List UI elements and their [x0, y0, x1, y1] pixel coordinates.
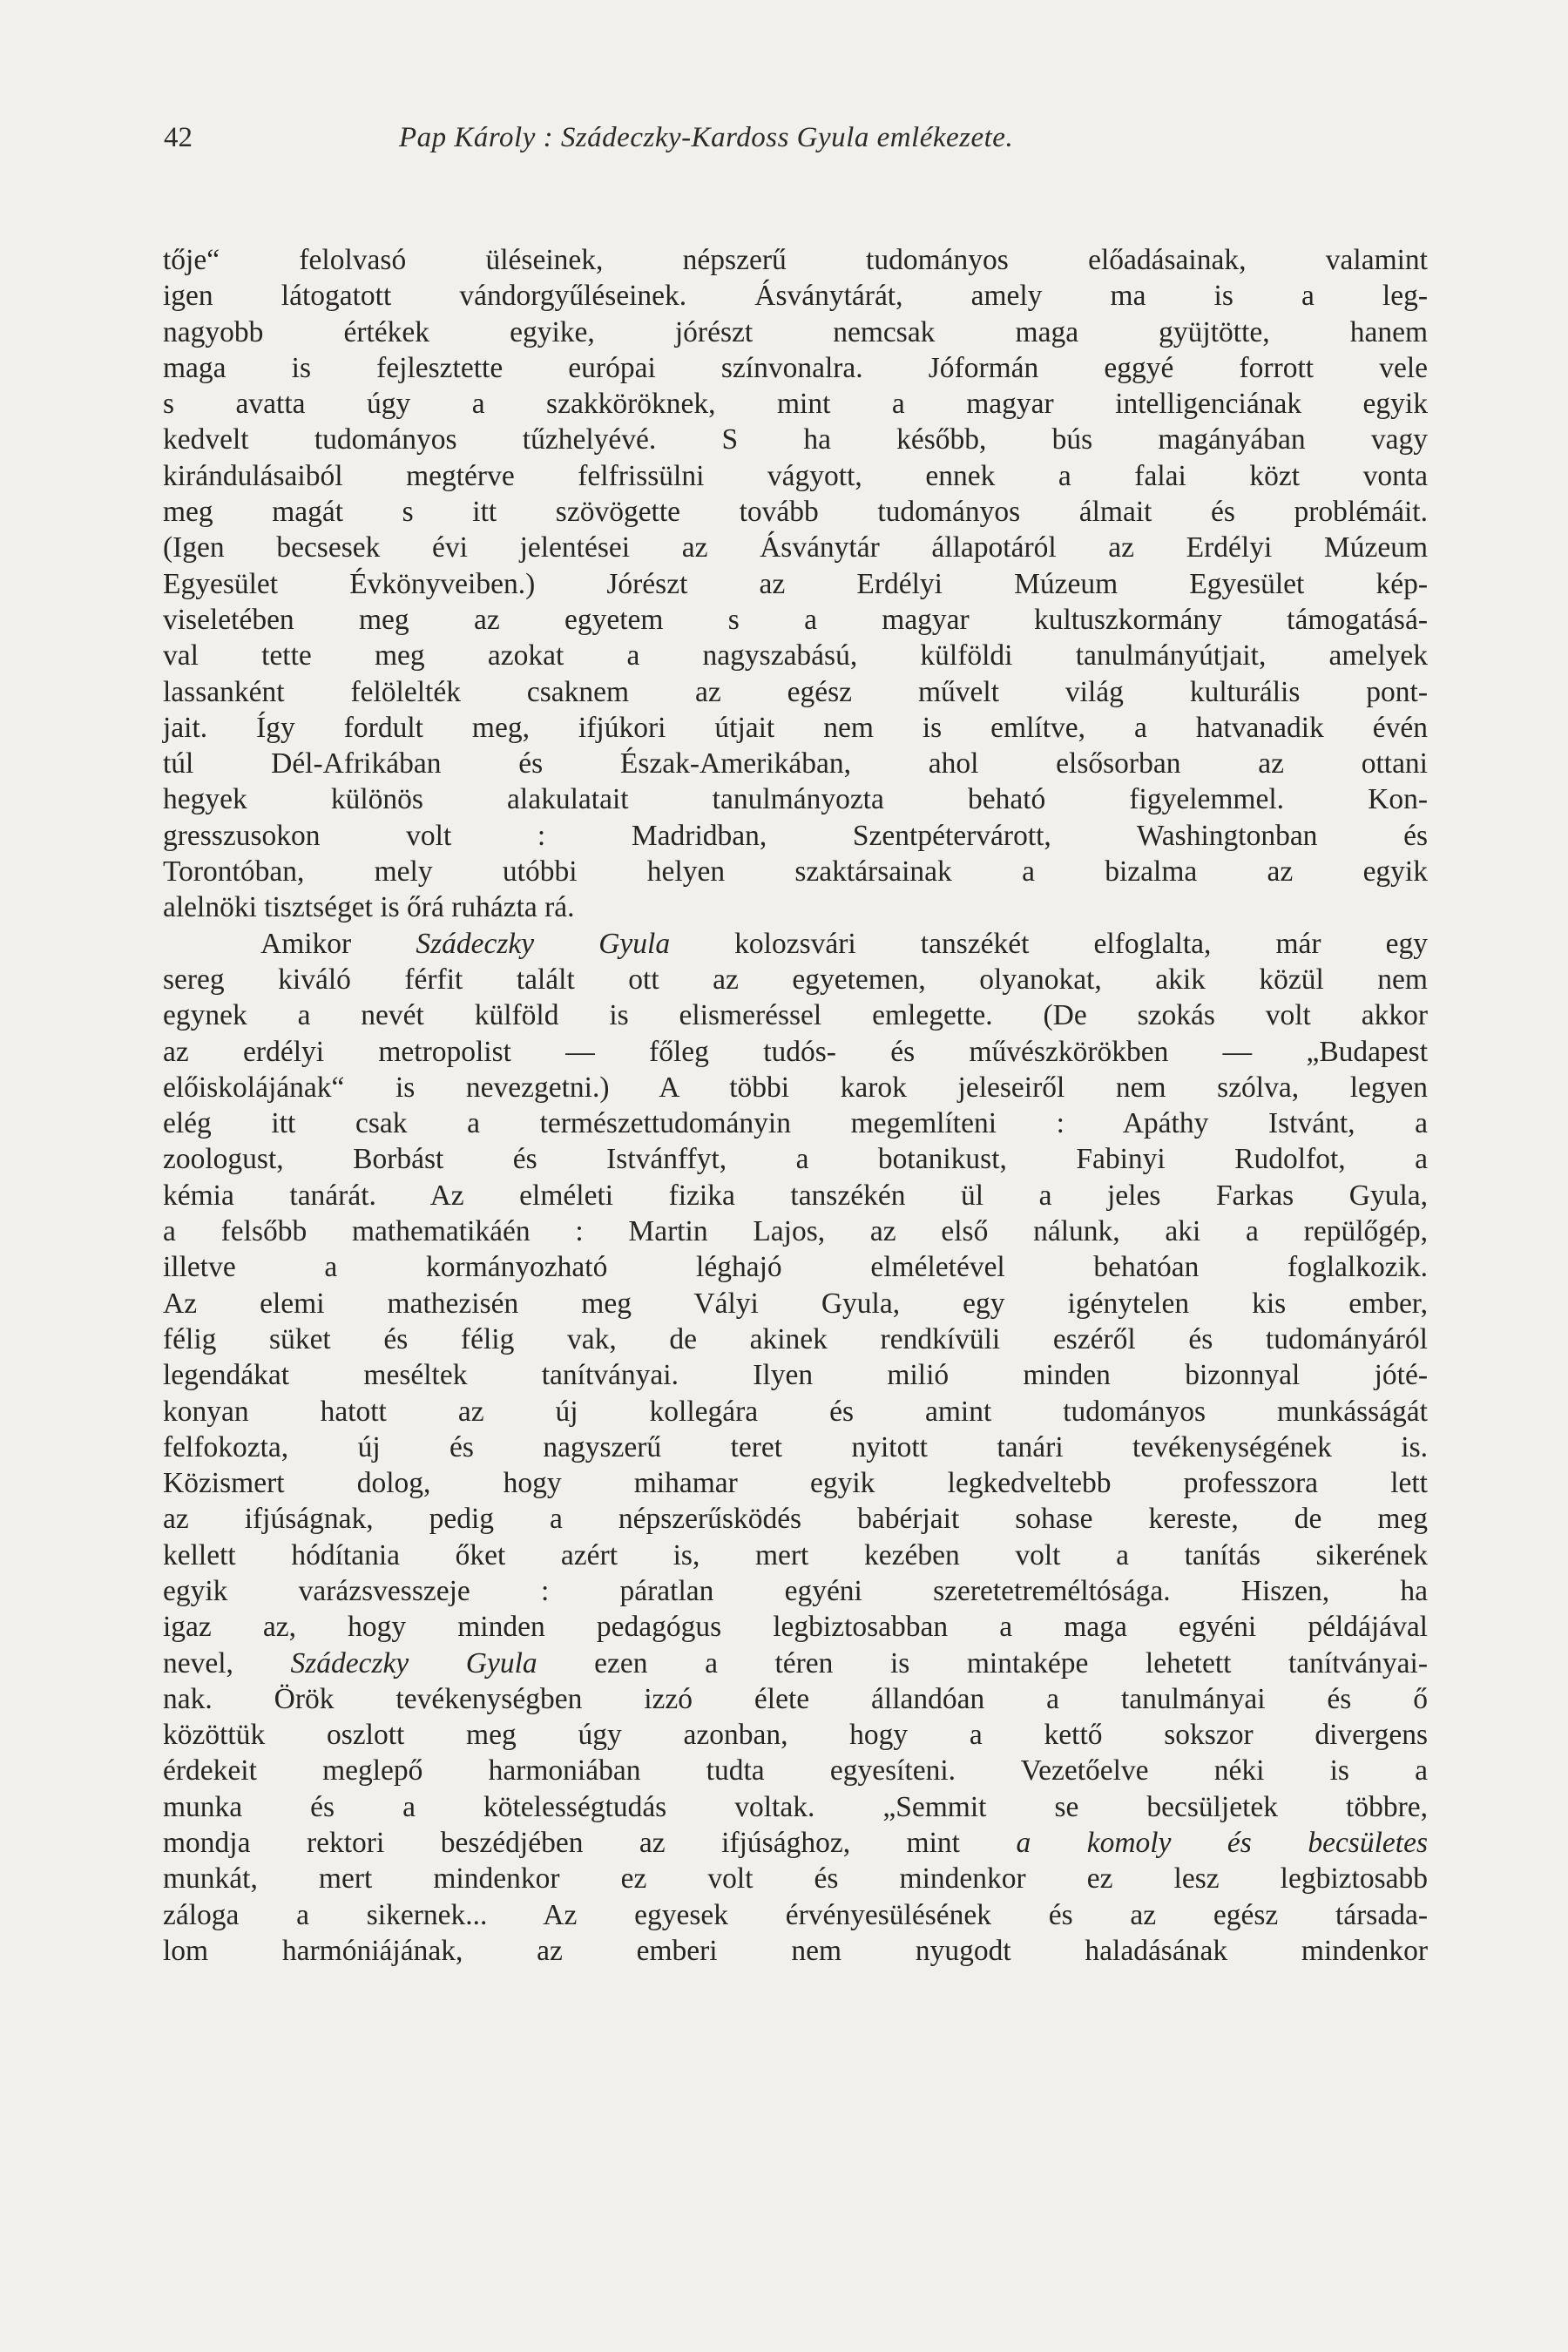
italic-text: Szádeczky Gyula [290, 1646, 537, 1680]
text-segment: s avatta úgy a szakköröknek, mint a magyar intelligenciának egyik [163, 388, 1428, 421]
text-line [163, 494, 1428, 530]
text-line [163, 1573, 1428, 1609]
text-segment: munka és a kötelességtudás voltak. „Semmit se becsüljetek többre, [163, 1790, 1428, 1823]
text-line [163, 602, 1428, 638]
italic-text: a komoly és becsületes [1016, 1827, 1428, 1860]
text-line [163, 1609, 1428, 1645]
text-line [163, 530, 1428, 565]
text-line [163, 1861, 1428, 1896]
text-line [163, 854, 1428, 889]
text-segment: viseletében meg az egyetem s a magyar kultuszkormány támogatásá- [163, 603, 1428, 636]
text-segment: Egyesület Évkönyveiben.) Jórészt az Erdélyi Múzeum Egyesület kép- [163, 567, 1428, 600]
italic-text: Szádeczky Gyula [416, 927, 671, 960]
text-segment: az erdélyi metropolist — főleg tudós- és művészkörökben — „Budapest [163, 1035, 1428, 1068]
text-segment: kellett hódítania őket azért is, mert kezében volt a tanítás sikerének [163, 1538, 1428, 1571]
text-segment: lom harmóniájának, az emberi nem nyugodt haladásának mindenkor [163, 1934, 1428, 1967]
text-segment: zoologust, Borbást és Istvánffyt, a botanikust, Fabinyi Rudolfot, a [163, 1143, 1428, 1176]
text-line [163, 926, 1428, 962]
text-line [163, 1538, 1428, 1573]
text-line [163, 638, 1428, 673]
text-segment: konyan hatott az új kollegára és amint tudományos munkásságát [163, 1395, 1428, 1428]
text-segment: kedvelt tudományos tűzhelyévé. S ha később, bús magányában vagy [163, 423, 1428, 456]
text-segment: tője“ felolvasó üléseinek, népszerű tudományos előadásainak, valamint [163, 244, 1428, 276]
text-segment: Torontóban, mely utóbbi helyen szaktársainak a bizalma az egyik [163, 855, 1428, 889]
text-segment: kirándulásaiból megtérve felfrissülni vágyott, ennek a falai közt vonta [163, 459, 1428, 492]
text-line [163, 710, 1428, 746]
text-line [163, 350, 1428, 386]
text-segment: kémia tanárát. Az elméleti fizika tanszékén ül a jeles Farkas Gyula, [163, 1179, 1428, 1212]
text-segment: a felsőbb mathematikáén : Martin Lajos, az első nálunk, aki a repülőgép, [163, 1215, 1428, 1248]
text-segment: hegyek különös alakulatait tanulmányozta beható figyelemmel. Kon- [163, 783, 1428, 816]
text-segment: meg magát s itt szövögette tovább tudományos álmait és problémáit. [163, 496, 1428, 529]
text-line [163, 1789, 1428, 1825]
text-segment: túl Dél-Afrikában és Észak-Amerikában, ahol elsősorban az ottani [163, 747, 1428, 781]
text-segment: jait. Így fordult meg, ifjúkori útjait nem is említve, a hatvanadik évén [163, 711, 1428, 744]
text-segment: közöttük oszlott meg úgy azonban, hogy a kettő sokszor divergens [163, 1719, 1428, 1752]
text-line [163, 962, 1428, 997]
text-line [163, 1429, 1428, 1465]
text-line [163, 1753, 1428, 1788]
text-segment: nak. Örök tevékenységben izzó élete állandóan a tanulmányai és ő [163, 1682, 1428, 1715]
text-line [163, 458, 1428, 494]
text-segment: val tette meg azokat a nagyszabású, külföldi tanulmányútjait, amelyek [163, 639, 1428, 672]
text-line [163, 1034, 1428, 1070]
text-segment: gresszusokon volt : Madridban, Szentpétervárott, Washingtonban és [163, 819, 1428, 852]
text-segment: legendákat meséltek tanítványai. Ilyen milió minden bizonnyal jóté- [163, 1359, 1428, 1392]
text-line [163, 1178, 1428, 1213]
text-segment: maga is fejlesztette európai színvonalra. Jóformán eggyé forrott vele [163, 351, 1428, 384]
text-segment: illetve a kormányozható léghajó elméletével behatóan foglalkozik. [163, 1251, 1428, 1284]
text-segment: egyik varázsvesszeje : páratlan egyéni szeretetreméltósága. Hiszen, ha [163, 1574, 1428, 1607]
text-line [163, 1321, 1428, 1357]
text-segment: záloga a sikernek... Az egyesek érvényesülésének és az egész társada- [163, 1898, 1428, 1931]
text-segment: Az elemi mathezisén meg Vályi Gyula, egy igénytelen kis ember, [163, 1287, 1428, 1320]
text-segment: Amikor [260, 927, 416, 960]
text-segment: (Igen becsesek évi jelentései az Ásványtár állapotáról az Erdélyi Múzeum [163, 531, 1428, 564]
body-text [163, 242, 1428, 1969]
text-segment: mondja rektori beszédjében az ifjúsághoz, mint [163, 1827, 1017, 1860]
text-segment: igen látogatott vándorgyűléseinek. Ásványtárát, amely ma is a leg- [163, 280, 1428, 313]
text-line [163, 1897, 1428, 1933]
text-segment: elég itt csak a természettudományin megemlíteni : Apáthy Istvánt, a [163, 1107, 1428, 1140]
text-segment: sereg kiváló férfit talált ott az egyetemen, olyanokat, akik közül nem [163, 963, 1428, 996]
text-segment: lassanként felölelték csaknem az egész művelt világ kulturális pont- [163, 675, 1428, 708]
text-line [163, 997, 1428, 1033]
text-segment: félig süket és félig vak, de akinek rendkívüli eszéről és tudományáról [163, 1322, 1428, 1355]
text-segment: alelnöki tisztséget is őrá ruházta rá. [163, 891, 575, 924]
text-segment: kolozsvári tanszékét elfoglalta, már egy [670, 927, 1429, 960]
text-segment: ezen a téren is mintaképe lehetett tanítványai- [537, 1646, 1428, 1680]
running-header [164, 122, 1409, 164]
text-line [163, 242, 1428, 278]
text-line [163, 1070, 1428, 1105]
text-line [163, 746, 1428, 781]
text-line [163, 1681, 1428, 1717]
text-line [163, 314, 1428, 350]
text-line [163, 386, 1428, 422]
text-line [163, 1501, 1428, 1537]
text-segment: felfokozta, új és nagyszerű teret nyitott tanári tevékenységének is. [163, 1430, 1428, 1463]
text-line [163, 1357, 1428, 1393]
text-line [163, 1141, 1428, 1177]
text-line [163, 1825, 1428, 1861]
text-segment: érdekeit meglepő harmoniában tudta egyesíteni. Vezetőelve néki is a [163, 1754, 1428, 1788]
text-line [163, 1394, 1428, 1429]
text-line [163, 1465, 1428, 1501]
text-segment: az ifjúságnak, pedig a népszerűsködés babérjait sohase kereste, de meg [163, 1503, 1428, 1536]
text-line [163, 674, 1428, 710]
text-segment: igaz az, hogy minden pedagógus legbiztosabban a maga egyéni példájával [163, 1611, 1428, 1644]
text-segment: Közismert dolog, hogy mihamar egyik legkedveltebb professzora lett [163, 1467, 1428, 1500]
text-line [163, 1933, 1428, 1969]
text-line [163, 1646, 1428, 1681]
text-line [163, 1249, 1428, 1285]
text-line [163, 1286, 1428, 1321]
text-segment: előiskolájának“ is nevezgetni.) A többi karok jeleseiről nem szólva, legyen [163, 1071, 1428, 1104]
text-line [163, 781, 1428, 817]
text-segment: nagyobb értékek egyike, jórészt nemcsak maga gyüjtötte, hanem [163, 315, 1428, 348]
text-line [163, 1105, 1428, 1141]
text-line [163, 278, 1428, 314]
text-segment: munkát, mert mindenkor ez volt és mindenkor ez lesz legbiztosabb [163, 1862, 1428, 1896]
page-number: 42 [164, 122, 193, 153]
text-line [163, 889, 1428, 925]
text-segment: egynek a nevét külföld is elismeréssel emlegette. (De szokás volt akkor [163, 999, 1428, 1032]
text-line [163, 422, 1428, 457]
text-line [163, 566, 1428, 602]
text-segment: nevel, [163, 1646, 291, 1680]
running-title: Pap Károly : Szádeczky-Kardoss Gyula emlékezete. [399, 122, 1014, 153]
text-line [163, 818, 1428, 854]
text-line [163, 1213, 1428, 1249]
text-line [163, 1717, 1428, 1753]
